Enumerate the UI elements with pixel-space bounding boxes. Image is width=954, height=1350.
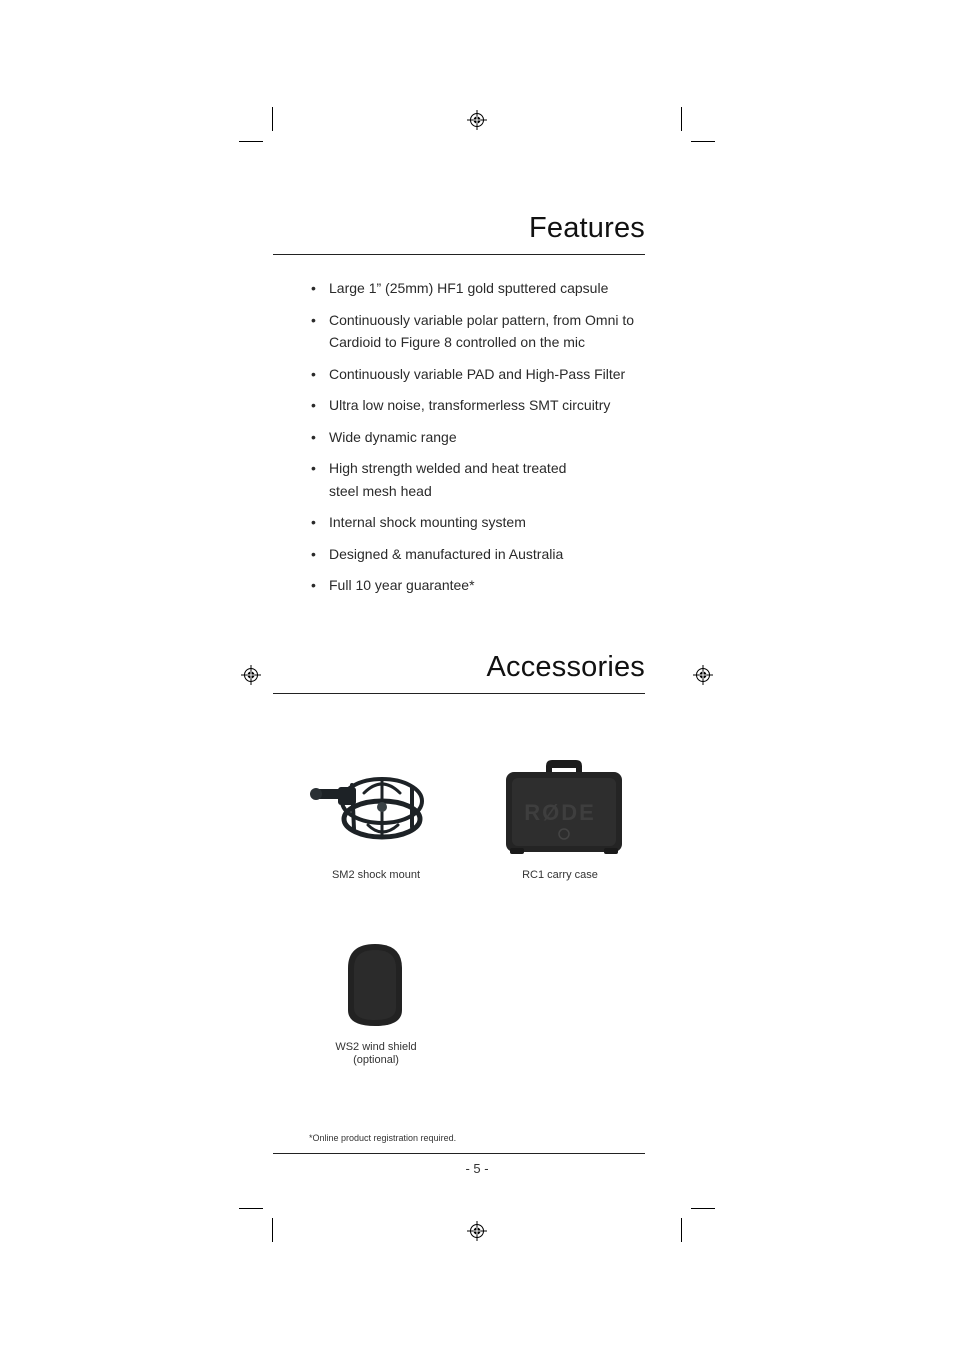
case-logo-text: RØDE: [524, 800, 596, 825]
crop-mark: [681, 107, 682, 131]
list-item: • Internal shock mounting system: [309, 511, 659, 534]
crop-mark: [272, 1218, 273, 1242]
heading-rule: [273, 254, 645, 255]
registration-mark-icon: [467, 110, 487, 130]
list-item: • Full 10 year guarantee*: [309, 574, 659, 597]
footer-rule: [273, 1153, 645, 1154]
crop-mark: [272, 107, 273, 131]
registration-mark-icon: [467, 1221, 487, 1241]
list-item: • High strength welded and heat treated steel mesh head: [309, 457, 659, 502]
accessories-heading: Accessories: [486, 651, 645, 683]
feature-text: Continuously variable PAD and High-Pass Filter: [329, 365, 626, 382]
accessory-caption: WS2 wind shield (optional): [335, 1041, 417, 1066]
feature-text: Continuously variable polar pattern, from Omni to Cardioid to Figure 8 controlled on the mic: [329, 311, 635, 350]
accessory-caption: RC1 carry case: [522, 869, 598, 881]
features-list: [309, 277, 659, 606]
list-item: • Wide dynamic range: [309, 426, 659, 449]
carry-case-image: [504, 758, 624, 856]
registration-mark-icon: [241, 665, 261, 685]
crop-mark: [239, 141, 263, 142]
shock-mount-image: [308, 763, 428, 849]
feature-text: High strength welded and heat treated steel mesh head: [329, 460, 567, 499]
list-item: • Large 1” (25mm) HF1 gold sputtered capsule: [309, 277, 659, 300]
features-heading: Features: [528, 212, 645, 244]
list-item: • Ultra low noise, transformerless SMT circuitry: [309, 394, 659, 417]
crop-mark: [691, 1208, 715, 1209]
crop-mark: [691, 141, 715, 142]
feature-text: Internal shock mounting system: [329, 514, 526, 530]
footnote: *Online product registration required.: [309, 1133, 457, 1143]
crop-mark: [239, 1208, 263, 1209]
feature-text: Full 10 year guarantee*: [329, 577, 475, 593]
accessory-caption: SM2 shock mount: [331, 869, 421, 881]
list-item: • Continuously variable PAD and High-Pass Filter: [309, 363, 659, 386]
feature-text: Ultra low noise, transformerless SMT circuitry: [329, 397, 611, 413]
feature-text: Designed & manufactured in Australia: [329, 545, 564, 562]
registration-mark-icon: [693, 665, 713, 685]
page-number: - 5 -: [465, 1161, 489, 1176]
list-item: • Designed & manufactured in Australia: [309, 543, 659, 566]
feature-text: Large 1” (25mm) HF1 gold sputtered capsule: [329, 280, 609, 296]
crop-mark: [681, 1218, 682, 1242]
heading-rule: [273, 693, 645, 694]
feature-text: Wide dynamic range: [329, 428, 457, 445]
wind-shield-image: [344, 942, 406, 1028]
list-item: • Continuously variable polar pattern, from Omni to Cardioid to Figure 8 controlled on the mic: [309, 309, 659, 354]
